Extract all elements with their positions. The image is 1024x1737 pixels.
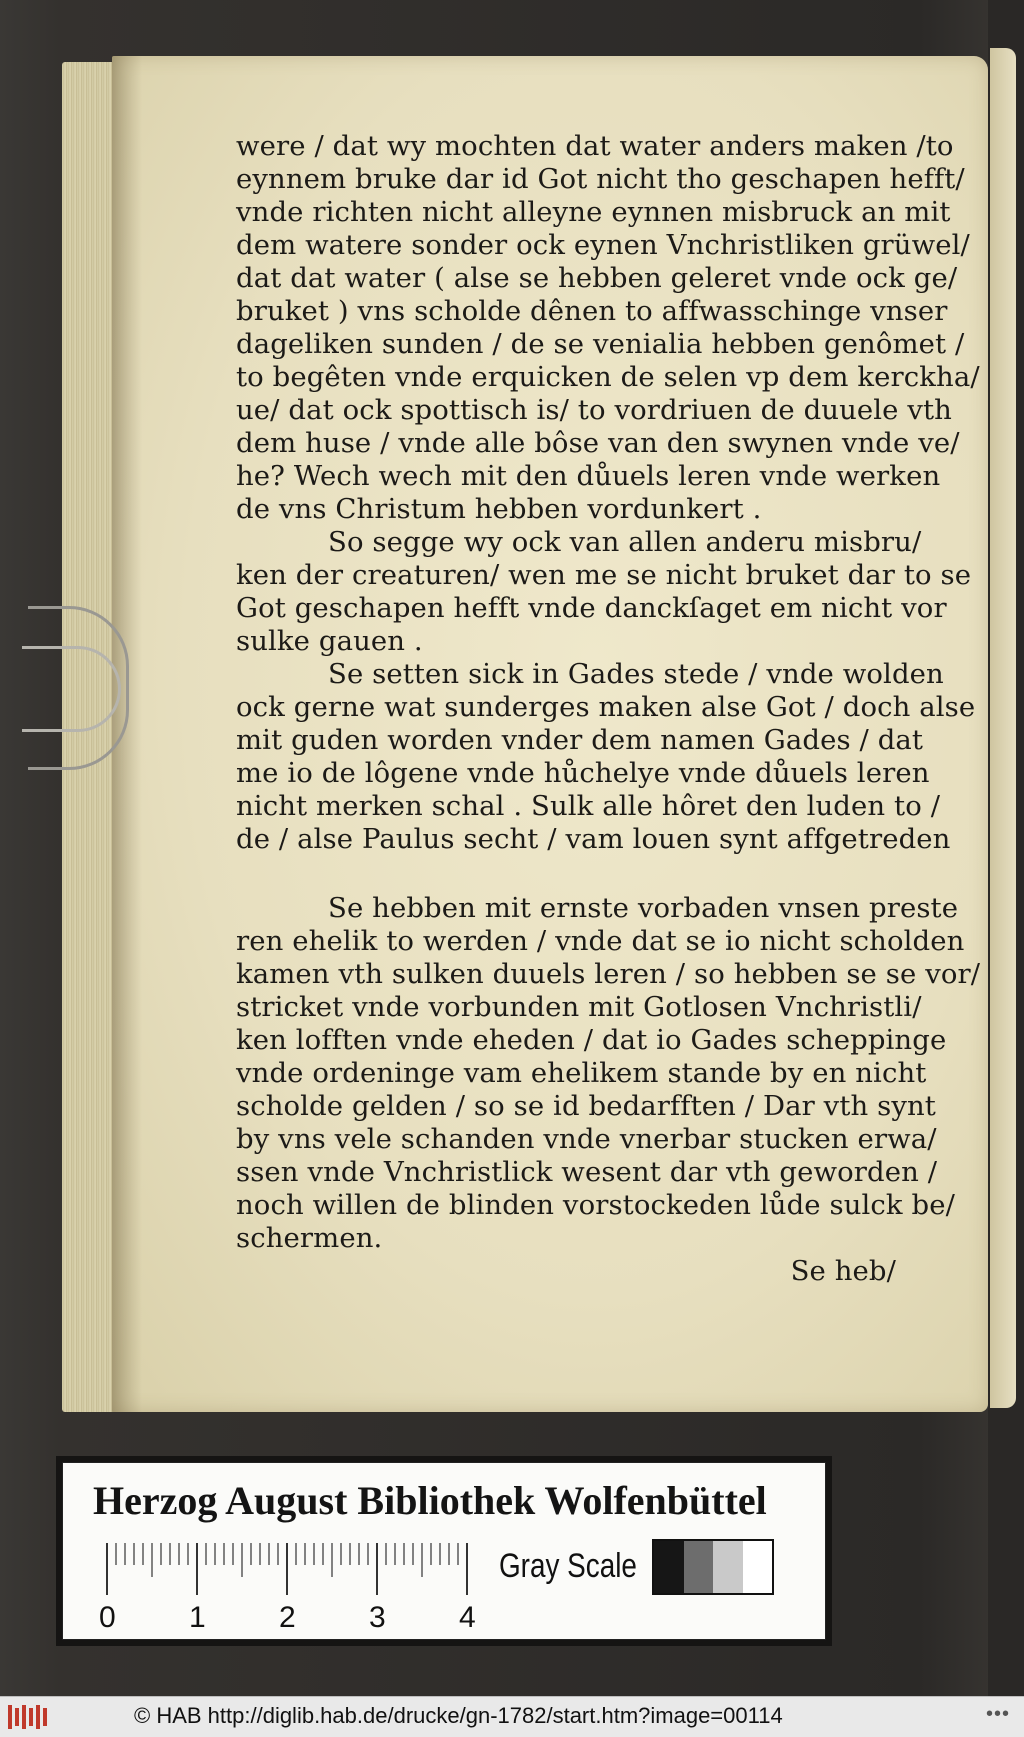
gray-scale-swatches <box>652 1539 774 1595</box>
ruler-scale <box>99 1539 475 1601</box>
gray-swatch <box>654 1541 684 1593</box>
footer-url-text[interactable]: © HAB http://diglib.hab.de/drucke/gn-1782/start.htm?image=00114 <box>134 1703 783 1728</box>
text-line: ock gerne wat sunderges maken alse Got / doch alse <box>236 691 976 723</box>
hab-logo-icon <box>8 1705 48 1729</box>
text-line: stricket vnde vorbunden mit Gotlosen Vnchristli/ <box>236 991 922 1023</box>
text-line: de vns Christum hebben vordunkert . <box>236 493 762 525</box>
text-line: me io de lôgene vnde hůchelye vnde důuels leren <box>236 757 930 789</box>
text-line: dem watere sonder ock eynen Vnchristliken grüwel/ <box>236 229 970 261</box>
text-line: dageliken sunden / de se venialia hebben genômet / <box>236 328 965 360</box>
ruler-number: 3 <box>369 1601 386 1634</box>
text-line: ken lofften vnde eheden / dat io Gades scheppinge <box>236 1024 947 1056</box>
text-line: Se setten sick in Gades stede / vnde wolden <box>328 658 944 690</box>
text-line: he? Wech wech mit den důuels leren vnde werken <box>236 460 941 492</box>
gray-swatch <box>713 1541 743 1593</box>
text-line: sulke gauen . <box>236 625 423 657</box>
text-line: Got geschapen hefft vnde danckſaget em nicht vor <box>236 592 947 624</box>
gray-swatch <box>684 1541 714 1593</box>
text-line: ue/ dat ock spottisch is/ to vordriuen de duuele vth <box>236 394 952 426</box>
text-line: bruket ) vns scholde dênen to affwasschinge vnser <box>236 295 948 327</box>
color-reference-card <box>62 1462 826 1640</box>
paragraph-1 <box>236 130 980 526</box>
text-line: were / dat wy mochten dat water anders maken /to <box>236 130 954 162</box>
text-line: mit guden worden vnder dem namen Gades / dat <box>236 724 924 756</box>
paragraph-gap <box>236 856 896 892</box>
text-line: Se hebben mit ernste vorbaden vnsen preste <box>328 892 959 924</box>
footer-bar <box>0 1696 1024 1737</box>
ruler-number: 4 <box>459 1601 476 1634</box>
ruler-numbers <box>91 1601 491 1634</box>
paragraph-4 <box>236 892 981 1255</box>
text-line: ken der creaturen/ wen me se nicht bruket dar to se <box>236 559 972 591</box>
ruler-number: 0 <box>99 1601 116 1634</box>
text-line: vnde ordeninge vam ehelikem stande by en nicht <box>236 1057 927 1089</box>
text-line: noch willen de blinden vorstockeden lůde sulck be/ <box>236 1189 955 1221</box>
text-line: vnde richten nicht alleyne eynnen misbruck an mit <box>236 196 951 228</box>
text-line: to begêten vnde erquicken de selen vp dem kerckha/ <box>236 361 980 393</box>
catchword: Se heb/ <box>790 1255 896 1287</box>
paragraph-2 <box>236 526 972 658</box>
ruler-number: 2 <box>279 1601 296 1634</box>
text-line: schermen. <box>236 1222 383 1254</box>
text-line: So segge wy ock van allen anderu misbru/ <box>328 526 922 558</box>
text-line: eynnem bruke dar id Got nicht tho geschapen hefft/ <box>236 163 965 195</box>
text-line: scholde gelden / so se id bedarfften / Dar vth synt <box>236 1090 936 1122</box>
page-clip-inner <box>22 646 121 732</box>
text-line: dat dat water ( alse se hebben geleret vnde ock ge/ <box>236 262 958 294</box>
page-text <box>236 130 981 1288</box>
gray-scale-label: Gray Scale <box>499 1547 637 1585</box>
more-menu-icon[interactable]: ••• <box>985 1703 1010 1725</box>
text-line: dem huse / vnde alle bôse van den swynen vnde ve/ <box>236 427 960 459</box>
text-line: by vns vele schanden vnde vnerbar stucken erwa/ <box>236 1123 937 1155</box>
paragraph-3 <box>236 658 976 856</box>
card-title: Herzog August Bibliothek Wolfenbüttel <box>93 1478 767 1523</box>
ruler-number: 1 <box>189 1601 206 1634</box>
gray-swatch <box>743 1541 773 1593</box>
text-line: ssen vnde Vnchristlick wesent dar vth geworden / <box>236 1156 938 1188</box>
text-line: nicht merken schal . Sulk alle hôret den luden to / <box>236 790 941 822</box>
text-line: ren ehelik to werden / vnde dat se io nicht scholden <box>236 925 965 957</box>
text-line: kamen vth sulken duuels leren / so hebben se se vor/ <box>236 958 981 990</box>
text-line: de / alse Paulus secht / vam louen synt affgetreden <box>236 823 951 855</box>
facing-page-edge <box>990 48 1016 1408</box>
